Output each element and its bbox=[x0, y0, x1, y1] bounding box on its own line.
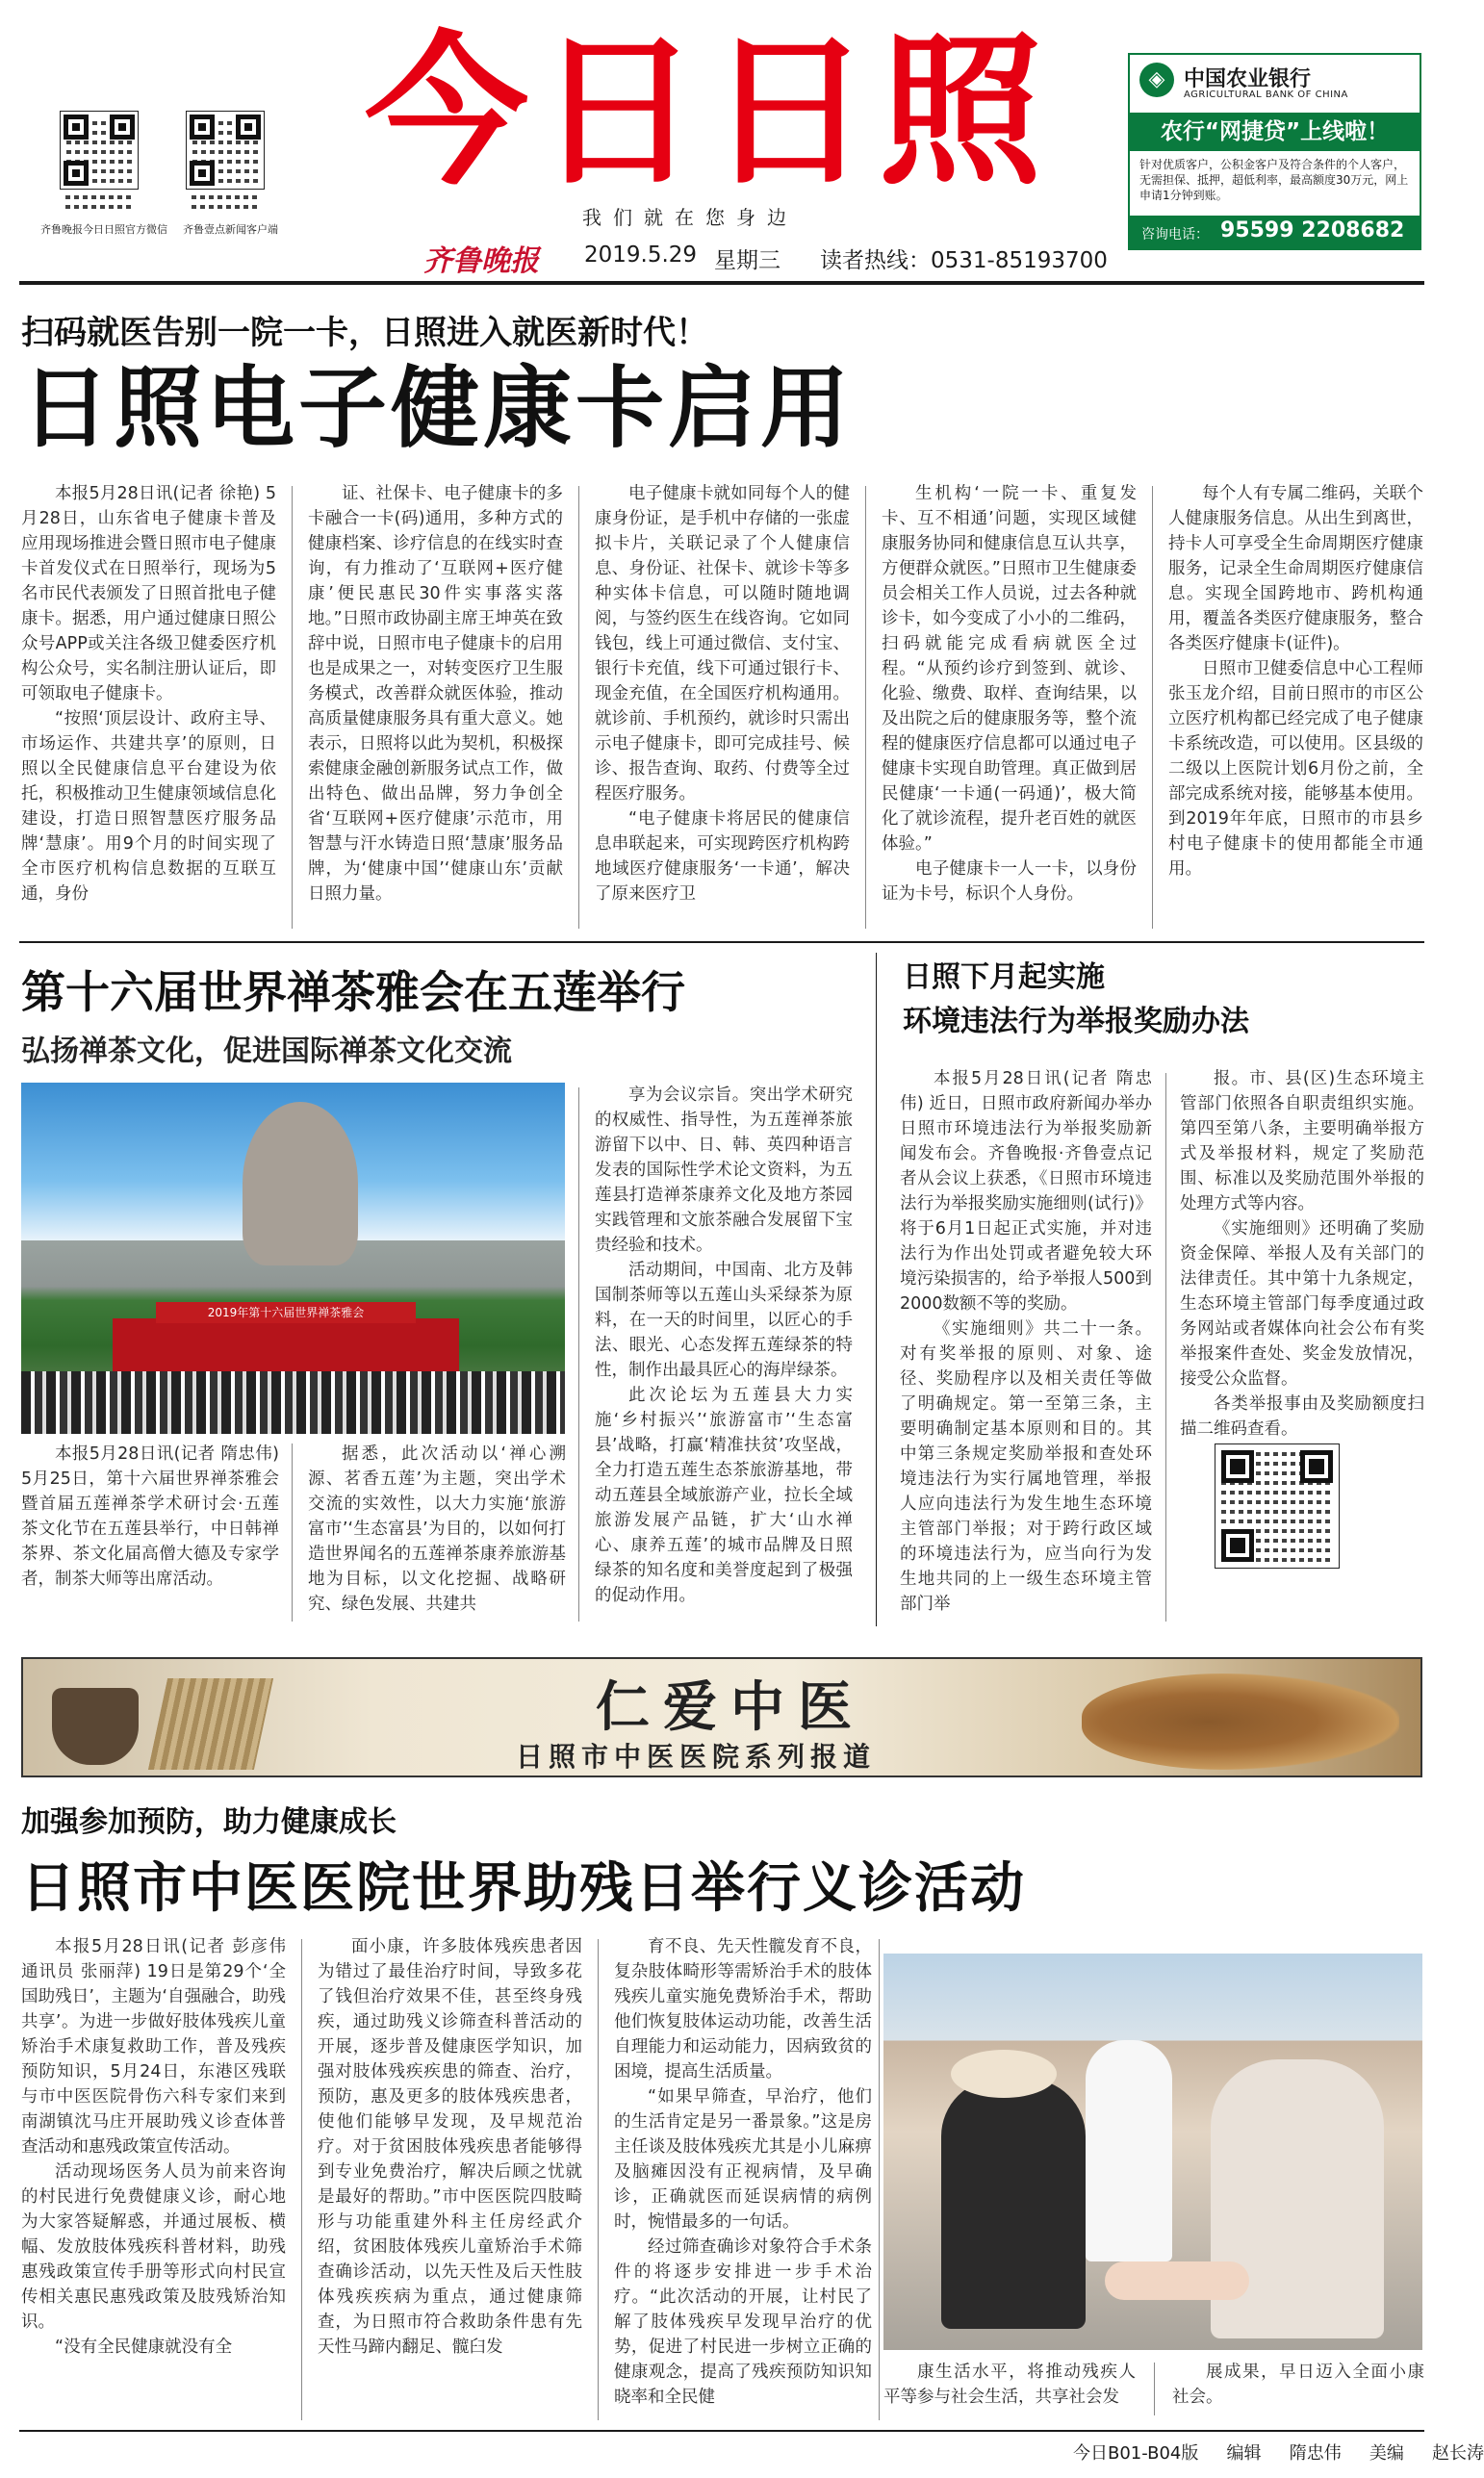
tcm-series-banner bbox=[21, 1657, 1422, 1777]
page-footer bbox=[1073, 2440, 1484, 2465]
bank-name-en: AGRICULTURAL BANK OF CHINA bbox=[1184, 89, 1348, 100]
story4-col4 bbox=[883, 2360, 1136, 2417]
paragraph: 本报5月28日讯(记者 隋忠伟) 近日，日照市政府新闻办举办日照市环境违法行为举报奖励新闻发布会。齐鲁晚报·齐鲁壹点记者从会议上获悉，《日照市环境违法行为举报奖励实施细则(试行)》将于6月1日起正式实施，并对违法行为作出处罚或者避免较大环境污染损害的，给予举报人500到2000数额不等的奖励。 bbox=[900, 1069, 1152, 1314]
paragraph: 各类举报事由及奖励额度扫描二维码查看。 bbox=[1180, 1394, 1424, 1439]
story1-col4 bbox=[882, 481, 1137, 933]
story2-subhead: 弘扬禅茶文化，促进国际禅茶文化交流 bbox=[21, 1035, 512, 1068]
designer-label: 美编 bbox=[1369, 2443, 1404, 2464]
clinic-photo bbox=[883, 1954, 1422, 2350]
banner-subtitle: 日照市中医医院系列报道 bbox=[516, 1741, 877, 1773]
divider bbox=[1152, 486, 1153, 929]
story1-col5 bbox=[1168, 481, 1423, 933]
story1-headline: 日照电子健康卡启用 bbox=[21, 357, 854, 460]
audience bbox=[21, 1371, 565, 1434]
divider bbox=[879, 1939, 880, 2420]
editor-label: 编辑 bbox=[1226, 2443, 1262, 2464]
story1-kicker: 扫码就医告别一院一卡，日照进入就医新时代！ bbox=[21, 314, 708, 352]
paragraph: 本报5月28日讯(记者 彭彦伟 通讯员 张丽萍) 19日是第29个‘全国助残日’，主题为‘自强融合，助残共享’。为进一步做好肢体残疾儿童矫治手术康复救助工作，普及残疾预防知识，5月24日，东港区残联与市中医医院骨伤六科专家们来到南湖镇沈马庄开展助残义诊查体普查活动和惠残政策宣传活动。 bbox=[21, 1937, 286, 2157]
story4-kicker: 加强参加预防，助力健康成长 bbox=[21, 1805, 397, 1839]
stage bbox=[113, 1318, 459, 1371]
qr-caption-app: 齐鲁壹点新闻客户端 bbox=[183, 223, 278, 236]
paragraph: 《实施细则》还明确了奖励资金保障、举报人及有关部门的法律责任。其中第十九条规定，生态环境主管部门每季度通过政务网站或者媒体向社会公布有奖举报案件查处、奖金发放情况，接受公众监督。 bbox=[1180, 1219, 1424, 1389]
story4-col2 bbox=[318, 1934, 582, 2420]
paragraph: 育不良、先天性髋发育不良，复杂肢体畸形等需矫治手术的肢体残疾儿童实施免费矫治手术，帮助他们恢复肢体运动功能，改善生活自理能力和运动能力，因病致贫的困境，提高生活质量。 bbox=[614, 1937, 872, 2082]
scroll-icon bbox=[148, 1678, 273, 1770]
paragraph: 日照市卫健委信息中心工程师张玉龙介绍，目前日照市的市区公立医疗机构都已经完成了电子健康卡系统改造，可以使用。区县级的二级以上医院计划6月份之前，全部完成系统对接，能够基本使用。到2019年年底，日照市的市县乡村电子健康卡的使用都能全市通用。 bbox=[1168, 659, 1423, 879]
qr-code-report[interactable] bbox=[1215, 1443, 1340, 1569]
paragraph: 电子健康卡一人一卡，以身份证为卡号，标识个人身份。 bbox=[882, 859, 1137, 904]
story2-col3 bbox=[595, 1083, 853, 1622]
divider bbox=[598, 1939, 599, 2420]
footer-rule bbox=[19, 2430, 1424, 2432]
divider bbox=[301, 1939, 302, 2420]
herbs-icon bbox=[1082, 1673, 1399, 1770]
masthead-rule bbox=[19, 281, 1424, 285]
patient-foot bbox=[1105, 2261, 1249, 2300]
story3-head2: 环境违法行为举报奖励办法 bbox=[903, 1005, 1249, 1038]
qr-code-app[interactable] bbox=[186, 111, 265, 215]
bank-name-cn: 中国农业银行 bbox=[1184, 66, 1312, 91]
paragraph: 康生活水平，将推动残疾人平等参与社会生活，共享社会发 bbox=[883, 2363, 1136, 2407]
censer-icon bbox=[52, 1688, 139, 1765]
story1-col1 bbox=[21, 481, 276, 933]
bank-ad[interactable] bbox=[1128, 53, 1421, 250]
divider bbox=[876, 953, 877, 1626]
paragraph: 生机构‘一院一卡、重复发卡、互不相通’问题，实现区域健康服务协同和健康信息互认共享，方便群众就医。”日照市卫生健康委员会相关工作人员说，过去各种就诊卡，如今变成了小小的二维码，扫码就能完成看病就医全过程。“从预约诊疗到签到、就诊、化验、缴费、取样、查询结果，以及出院之后的健康服务等，整个流程的健康医疗信息都可以通过电子健康卡实现自助管理。真正做到居民健康‘一卡通(一码通)’，极大简化了就诊流程，提升老百姓的就医体验。” bbox=[882, 484, 1137, 854]
designer-name: 赵长涛 bbox=[1432, 2443, 1484, 2464]
paragraph: “如果早筛查，早治疗，他们的生活肯定是另一番景象。”这是房主任谈及肢体残疾尤其是小儿麻痹及脑瘫因没有正视病情，及早确诊，正确就医而延误病情的病例时，惋惜最多的一句话。 bbox=[614, 2087, 872, 2232]
paragraph: 活动现场医务人员为前来咨询的村民进行免费健康义诊，耐心地为大家答疑解惑，并通过展板、横幅、发放肢体残疾科普材料，助残惠残政策宣传手册等形式向村民宣传相关惠民惠残政策及肢残矫治知识。 bbox=[21, 2162, 286, 2332]
paragraph: 面小康，许多肢体残疾患者因为错过了最佳治疗时间，导致多花了钱但治疗效果不佳，甚至终身残疾，通过助残义诊筛查科普活动的开展，逐步普及健康医学知识，加强对肢体残疾疾患的筛查、治疗，预防，惠及更多的肢体残疾患者，使他们能够早发现，及早规范治疗。对于贫困肢体残疾患者能够得到专业免费治疗，解决后顾之忧就是最好的帮助。”市中医医院四肢畸形与功能重建外科主任房经武介绍，贫困肢体残疾儿童矫治手术筛查确诊活动，以先天性及后天性肢体残疾疾病为重点，通过健康筛查，为日照市符合救助条件患有先天性马蹄内翻足、髋臼发 bbox=[318, 1937, 582, 2357]
story2-col1 bbox=[21, 1442, 279, 1624]
story3-col1 bbox=[900, 1066, 1152, 1622]
ad-phone-label: 咨询电话： bbox=[1141, 227, 1209, 243]
doctor bbox=[1086, 2040, 1172, 2261]
paragraph: 经过筛查确诊对象符合手术条件的将逐步安排进一步手术治疗。“此次活动的开展，让村民了解了肢体残疾早发现早治疗的优势，促进了村民进一步树立正确的健康观念，提高了残疾预防知识知晓率和全民健 bbox=[614, 2237, 872, 2407]
editor-name: 隋忠伟 bbox=[1289, 2443, 1342, 2464]
paragraph: 报。市、县(区)生态环境主管部门依照各自职责组织实施。第四至第八条，主要明确举报方式及举报材料，规定了奖励范围、标准以及奖励范围外举报的处理方式等内容。 bbox=[1180, 1069, 1424, 1213]
paragraph: 本报5月28日讯(记者 隋忠伟) 5月25日，第十六届世界禅茶雅会暨首届五莲禅茶学术研讨会·五莲茶文化节在五莲县举行，中日韩禅茶界、茶文化届高僧大德及专家学者，制茶大师等出席活动。 bbox=[21, 1444, 279, 1589]
ad-phone-number: 95599 2208682 bbox=[1220, 218, 1405, 243]
abc-logo-icon: ◈ bbox=[1139, 63, 1174, 97]
ad-description: 针对优质客户，公积金客户及符合条件的个人客户，无需担保、抵押，超低利率，最高额度30万元，网上申请1分钟到账。 bbox=[1139, 158, 1409, 202]
story1-col2 bbox=[308, 481, 563, 933]
masthead-slogan: 我们就在您身边 bbox=[582, 206, 798, 229]
issue-date: 2019.5.29 bbox=[584, 243, 698, 268]
paragraph: 《实施细则》共二十一条。对有奖举报的原则、对象、途径、奖励程序以及相关责任等做了明确规定。第一至第三条，主要明确制定基本原则和目的。其中第三条规定奖励举报和查处环境违法行为实行属地管理，举报人应向违法行为发生地生态环境主管部门举报；对于跨行政区域的环境违法行为，应当向行为发生地共同的上一级生态环境主管部门举 bbox=[900, 1319, 1152, 1614]
divider bbox=[865, 486, 866, 929]
ad-phone-bar bbox=[1130, 216, 1420, 248]
story4-col3 bbox=[614, 1934, 872, 2420]
paragraph: 据悉，此次活动以‘禅心溯源、茗香五莲’为主题，突出学术交流的实效性，以大力实施‘旅游富市’‘生态富县’为目的，以如何打造世界闻名的五莲禅茶康养旅游基地为目标，以文化挖掘、战略研究、绿色发展、共建共 bbox=[308, 1444, 566, 1614]
issue-weekday: 星期三 bbox=[714, 248, 780, 273]
masthead-title: 今日日照 bbox=[364, 17, 1050, 208]
story4-col1 bbox=[21, 1934, 286, 2420]
paragraph: 展成果，早日迈入全面小康社会。 bbox=[1172, 2363, 1424, 2407]
banner-title: 仁爱中医 bbox=[596, 1675, 865, 1739]
story3-col2 bbox=[1180, 1066, 1424, 1442]
qr-caption-wechat: 齐鲁晚报今日日照官方微信 bbox=[40, 223, 167, 236]
divider bbox=[1154, 2363, 1155, 2415]
edition-label: 今日B01-B04版 bbox=[1073, 2443, 1199, 2464]
paragraph: 享为会议宗旨。突出学术研究的权威性、指导性，为五莲禅茶旅游留下以中、日、韩、英四种语言发表的国际性学术论文资料，为五莲县打造禅茶康养文化及地方茶园实践管理和文旅茶融合发展留下宝贵经验和技术。 bbox=[595, 1086, 853, 1255]
ad-headline: 农行“网捷贷”上线啦！ bbox=[1130, 113, 1420, 151]
paragraph: 证、社保卡、电子健康卡的多卡融合一卡(码)通用，多种方式的健康档案、诊疗信息的在线实时查询，有力推动了‘互联网+医疗健康’便民惠民30件实事落实落地。”日照市政协副主席王坤英在致辞中说，日照市电子健康卡的启用也是成果之一，对转变医疗卫生服务模式，改善群众就医体验，推动高质量健康服务具有重大意义。她表示，日照将以此为契机，积极探索健康金融创新服务试点工作，做出特色、做出品牌，努力争创全省‘互联网+医疗健康’示范市，用智慧与汗水铸造日照‘慧康’服务品牌，为‘健康中国’‘健康山东’贡献日照力量。 bbox=[308, 484, 563, 904]
paragraph: “按照‘顶层设计、政府主导、市场运作、共建共享’的原则，日照以全民健康信息平台建设为依托，积极推动卫生健康领域信息化建设，打造日照智慧医疗服务品牌‘慧康’。用9个月的时间实现了全市医疗机构信息数据的互联互通，身份 bbox=[21, 709, 276, 904]
paragraph: 本报5月28日讯(记者 徐艳) 5月28日，山东省电子健康卡普及应用现场推进会暨日照市电子健康卡首发仪式在日照举行，现场为5名市民代表颁发了日照首批电子健康卡。据悉，用户通过健康日照公众号APP或关注各级卫健委医疗机构公众号，实名制注册认证后，即可领取电子健康卡。 bbox=[21, 484, 276, 703]
elderly-woman bbox=[941, 2079, 1086, 2329]
qr-code-wechat[interactable] bbox=[60, 111, 139, 215]
zen-tea-photo bbox=[21, 1083, 565, 1434]
paragraph: 电子健康卡就如同每个人的健康身份证，是手机中存储的一张虚拟卡片，关联记录了个人健康信息、身份证、社保卡、就诊卡等多种实体卡信息，可以随时随地调阅，与签约医生在线咨询。它如同钱包，线上可通过微信、支付宝、银行卡充值，线下可通过银行卡、现金充值，在全国医疗机构通用。就诊前、手机预约，就诊时只需出示电子健康卡，即可完成挂号、候诊、报告查询、取药、付费等全过程医疗服务。 bbox=[595, 484, 850, 804]
paragraph: 每个人有专属二维码，关联个人健康服务信息。从出生到离世，持卡人可享受全生命周期医疗健康服务，记录全生命周期医疗健康信息。实现全国跨地市、跨机构通用，覆盖各类医疗健康服务，整合各类医疗健康卡(证件)。 bbox=[1168, 484, 1423, 653]
story3-head1: 日照下月起实施 bbox=[903, 960, 1105, 994]
reader-hotline: 读者热线：0531-85193700 bbox=[820, 248, 1108, 273]
divider bbox=[1165, 1073, 1166, 1622]
divider bbox=[578, 486, 579, 929]
paragraph: 活动期间，中国南、北方及韩国制茶师等以五莲山头采绿茶为原料，在一天的时间里，以匠心的手法、眼光、心态发挥五莲绿茶的特性，制作出最具匠心的海岸绿茶。 bbox=[595, 1261, 853, 1380]
divider bbox=[292, 1443, 293, 1622]
story2-col2 bbox=[308, 1442, 566, 1624]
woman-hat bbox=[951, 2050, 1057, 2098]
divider bbox=[292, 486, 293, 929]
stage-banner: 2019年第十六届世界禅茶雅会 bbox=[156, 1302, 416, 1323]
story1-col3 bbox=[595, 481, 850, 933]
story4-col5 bbox=[1172, 2360, 1424, 2417]
divider bbox=[578, 1087, 579, 1622]
section-rule bbox=[19, 941, 1424, 943]
story2-headline: 第十六届世界禅茶雅会在五莲举行 bbox=[21, 966, 685, 1018]
paragraph: “电子健康卡将居民的健康信息串联起来，可实现跨医疗机构跨地域医疗健康服务‘一卡通’，解决了原来医疗卫 bbox=[595, 809, 850, 904]
story4-headline: 日照市中医医院世界助残日举行义诊活动 bbox=[21, 1857, 1026, 1920]
paragraph: “没有全民健康就没有全 bbox=[55, 2337, 233, 2357]
publisher-logo: 齐鲁晚报 bbox=[423, 244, 539, 278]
paragraph: 此次论坛为五莲县大力实施‘乡村振兴’‘旅游富市’‘生态富县’战略，打赢‘精准扶贫’攻坚战，全力打造五莲生态茶旅游基地，带动五莲县全域旅游产业，拉长全域旅游发展产品链，扩大‘山水禅心、康养五莲’的城市品牌及日照绿茶的知名度和美誉度起到了极强的促动作用。 bbox=[595, 1386, 853, 1605]
buddha-statue bbox=[243, 1102, 358, 1265]
